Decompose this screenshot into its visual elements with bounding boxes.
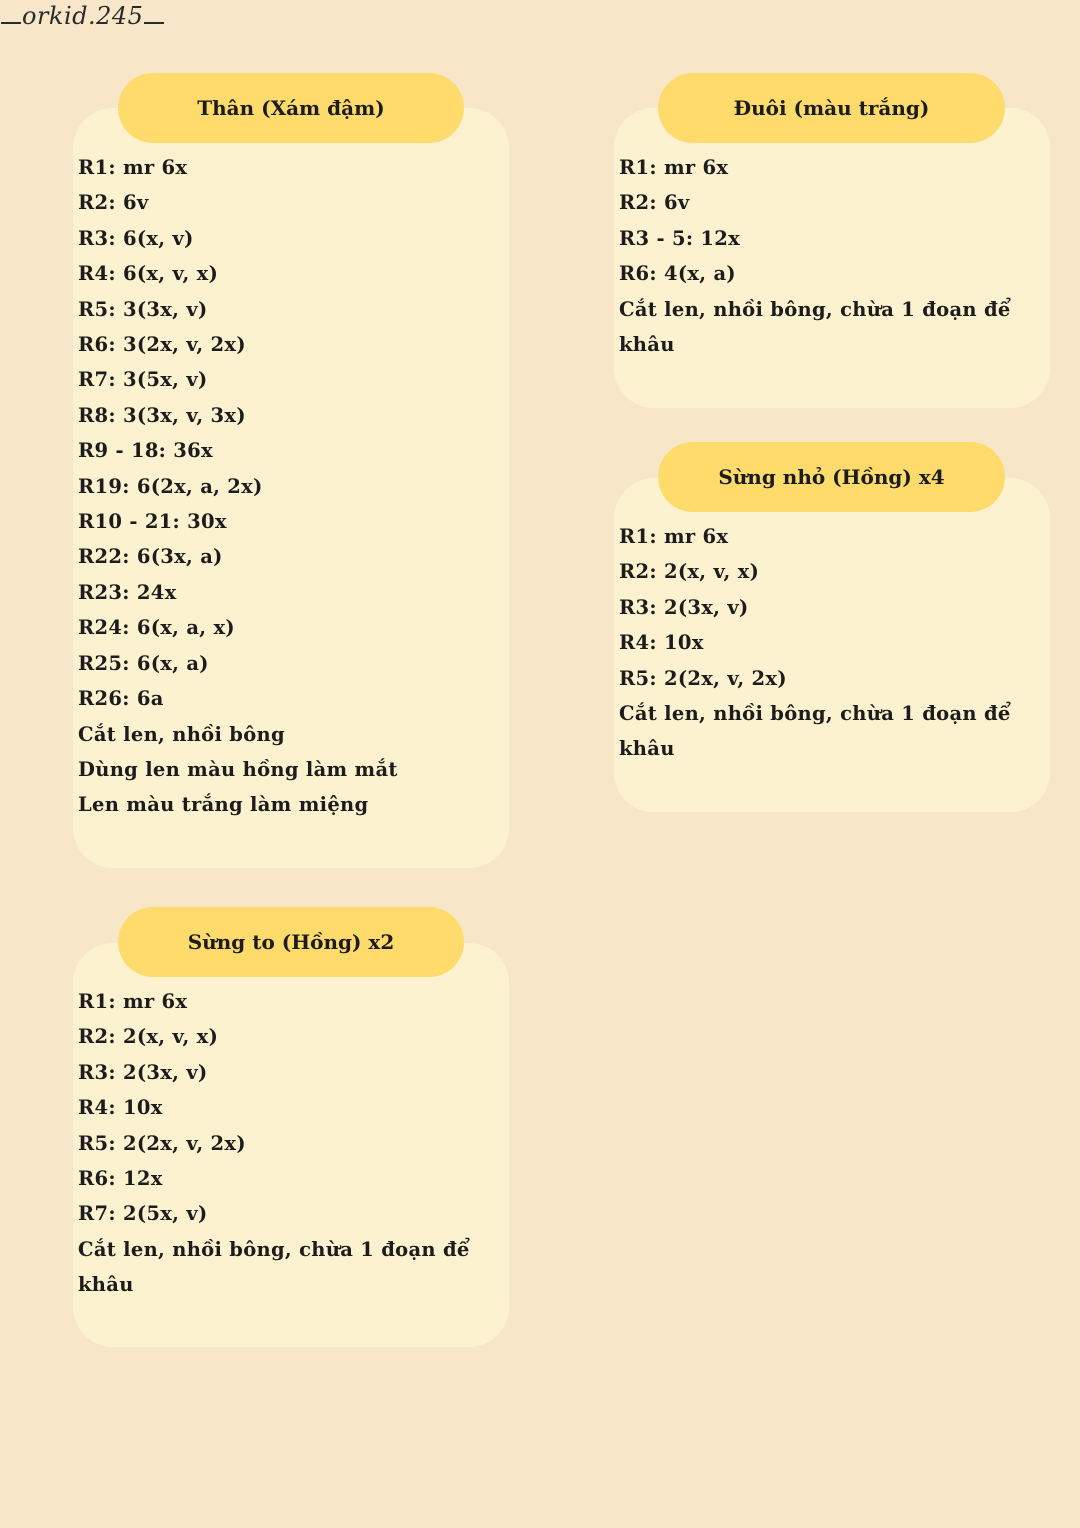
list-item: R6: 3(2x, v, 2x): [78, 333, 246, 357]
list-item: R3: 2(3x, v): [619, 595, 749, 619]
list-item: R1: mr 6x: [619, 156, 729, 179]
list-item: R24: 6(x, a, x): [78, 616, 235, 640]
list-item: R1: mr 6x: [78, 990, 188, 1013]
list-item: R2: 2(x, v, x): [619, 560, 760, 584]
list-item: R3: 2(3x, v): [78, 1060, 208, 1084]
list-item: khâu: [78, 1273, 134, 1297]
list-item: R6: 4(x, a): [619, 262, 736, 286]
list-item: R25: 6(x, a): [78, 651, 209, 675]
list-item: R1: mr 6x: [78, 156, 188, 179]
watermark-dash-left: [1, 22, 21, 24]
list-item: R19: 6(2x, a, 2x): [78, 474, 263, 498]
title-than: Thân (Xám đậm): [118, 73, 464, 143]
list-item: R8: 3(3x, v, 3x): [78, 403, 246, 427]
list-item: R10 - 21: 30x: [78, 510, 227, 534]
list-item: khâu: [619, 333, 675, 357]
list-item: R1: mr 6x: [619, 525, 729, 548]
list-item: R5: 3(3x, v): [78, 297, 208, 321]
list-item: R7: 3(5x, v): [78, 368, 208, 392]
list-item: khâu: [619, 737, 675, 761]
title-sung-nho: Sừng nhỏ (Hồng) x4: [658, 442, 1005, 512]
list-than: [78, 150, 498, 823]
list-sung-nho: [619, 519, 1044, 767]
list-item: Cắt len, nhồi bông, chừa 1 đoạn để: [78, 1237, 470, 1261]
list-item: Cắt len, nhồi bông: [78, 722, 285, 746]
title-sung-to: Sừng to (Hồng) x2: [118, 907, 464, 977]
list-item: R5: 2(2x, v, 2x): [78, 1131, 246, 1155]
list-item: R4: 6(x, v, x): [78, 262, 219, 286]
list-item: R26: 6a: [78, 687, 164, 711]
list-item: Len màu trắng làm miệng: [78, 793, 369, 817]
title-duoi: Đuôi (màu trắng): [658, 73, 1005, 143]
list-item: R4: 10x: [619, 631, 704, 655]
list-item: R5: 2(2x, v, 2x): [619, 666, 787, 690]
list-item: Cắt len, nhồi bông, chừa 1 đoạn để: [619, 297, 1011, 321]
watermark-signature: [0, 2, 165, 30]
list-sung-to: [78, 984, 498, 1303]
list-item: Dùng len màu hồng làm mắt: [78, 757, 398, 781]
list-item: R3 - 5: 12x: [619, 226, 741, 250]
list-duoi: [619, 150, 1044, 362]
list-item: R2: 6v: [78, 191, 149, 215]
list-item: Cắt len, nhồi bông, chừa 1 đoạn để: [619, 702, 1011, 726]
list-item: R6: 12x: [78, 1167, 163, 1191]
list-item: R9 - 18: 36x: [78, 439, 213, 463]
list-item: R23: 24x: [78, 580, 177, 604]
list-item: R2: 6v: [619, 191, 690, 215]
list-item: R3: 6(x, v): [78, 226, 194, 250]
list-item: R2: 2(x, v, x): [78, 1025, 219, 1049]
list-item: R7: 2(5x, v): [78, 1202, 208, 1226]
watermark-dash-right: [144, 22, 164, 24]
list-item: R22: 6(3x, a): [78, 545, 223, 569]
watermark-text: orkid.245: [22, 2, 144, 30]
list-item: R4: 10x: [78, 1096, 163, 1120]
